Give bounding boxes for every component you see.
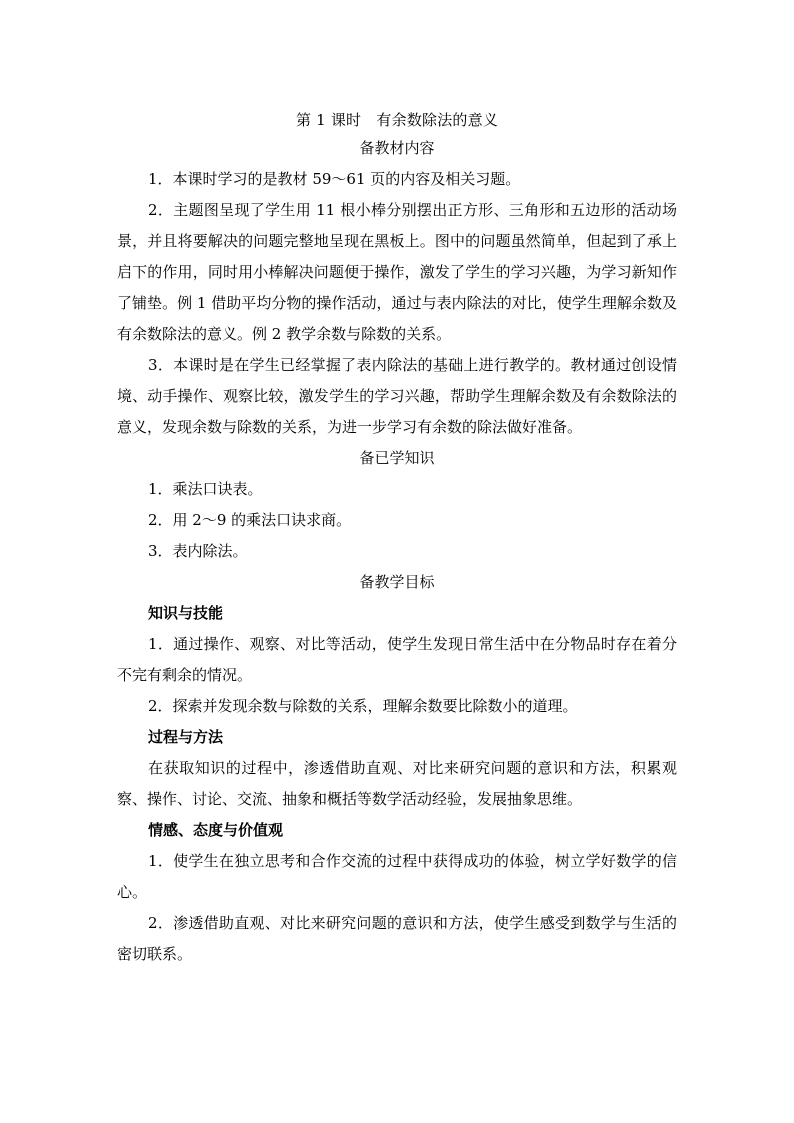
attitude-values-paragraph-1: 1．使学生在独立思考和合作交流的过程中获得成功的体验，树立学好数学的信心。 <box>117 852 677 901</box>
prior-knowledge-item-3: 3．表内除法。 <box>148 542 248 560</box>
section-heading-prior-knowledge: 备已学知识 <box>359 449 435 467</box>
materials-paragraph-2: 2．主题图呈现了学生用 11 根小棒分别摆出正方形、三角形和五边形的活动场景，并且将要解决的问题完整地呈现在黑板上。图中的问题虽然简单，但起到了承上启下的作用，同时用小棒解决问题便于操作，激发了学生的学习兴趣，为学习新知作了铺垫。例 1 借助平均分物的操作活动，通过与表内除法的对比，使学生理解余数及有余数除法的意义。例 2 教学余数与除数的关系。 <box>117 201 677 343</box>
document-body <box>117 107 677 970</box>
attitude-values-paragraph-2: 2．渗透借助直观、对比来研究问题的意识和方法，使学生感受到数学与生活的密切联系。 <box>117 914 677 963</box>
lesson-title: 第 1 课时 有余数除法的意义 <box>295 111 499 129</box>
prior-knowledge-item-1: 1．乘法口诀表。 <box>148 480 263 498</box>
materials-paragraph-3: 3．本课时是在学生已经掌握了表内除法的基础上进行教学的。教材通过创设情境、动手操作、观察比较，激发学生的学习兴趣，帮助学生理解余数及有余数除法的意义，发现余数与除数的关系，为进一步学习有余数的除法做好准备。 <box>117 356 677 436</box>
subheading-knowledge-skills: 知识与技能 <box>148 604 224 622</box>
subheading-attitude-values: 情感、态度与价值观 <box>148 821 284 839</box>
subheading-process-methods: 过程与方法 <box>148 728 224 746</box>
knowledge-skills-paragraph-2: 2．探索并发现余数与除数的关系，理解余数要比除数小的道理。 <box>148 697 578 715</box>
materials-paragraph-1: 1．本课时学习的是教材 59～61 页的内容及相关习题。 <box>148 170 521 188</box>
section-heading-materials: 备教材内容 <box>359 139 435 157</box>
process-methods-paragraph-1: 在获取知识的过程中，渗透借助直观、对比来研究问题的意识和方法，积累观察、操作、讨论、交流、抽象和概括等数学活动经验，发展抽象思维。 <box>117 759 677 808</box>
knowledge-skills-paragraph-1: 1．通过操作、观察、对比等活动，使学生发现日常生活中在分物品时存在着分不完有剩余的情况。 <box>117 635 677 684</box>
section-heading-objectives: 备教学目标 <box>359 573 435 591</box>
prior-knowledge-item-2: 2．用 2～9 的乘法口诀求商。 <box>148 511 352 529</box>
